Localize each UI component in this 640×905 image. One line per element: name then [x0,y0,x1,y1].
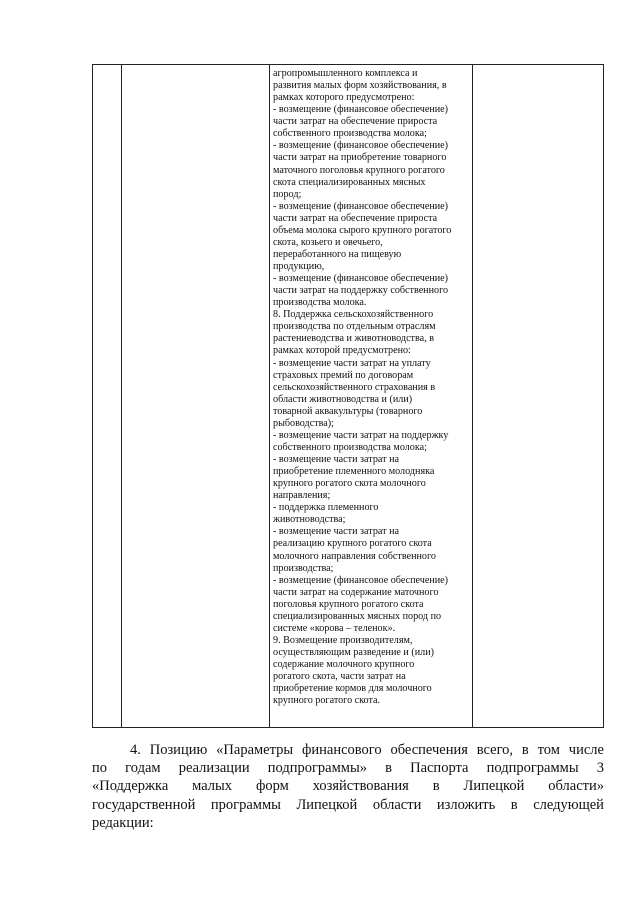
cell-line: рогатого скота, части затрат на [273,671,406,683]
table-cell-measures [273,68,473,707]
cell-line: - возмещение (финансовое обеспечение) [273,200,449,212]
word: в [432,778,440,795]
cell-line: части затрат на поддержку собственного [273,285,449,297]
cell-line: рыбоводства); [273,417,334,429]
cell-line: осуществляющим разведение и (или) [273,647,435,658]
word: области» [548,778,604,795]
word: в [510,796,518,813]
word: числе [568,742,604,758]
word: в [521,742,529,758]
cell-line: специализированных мясных пород по [273,610,442,622]
program-table [92,64,604,728]
cell-line: производства; [273,562,334,574]
cell-line: объема молока сырого крупного рогатого [273,224,452,236]
cell-line: - возмещение части затрат на [273,454,399,465]
word: всего, [476,742,514,758]
word: редакции: [92,814,154,831]
cell-line: рамках которой предусмотрено: [273,345,411,357]
cell-line: крупного рогатого скота молочного [273,478,426,490]
cell-line: агропромышленного комплекса и [273,68,418,79]
cell-line: - возмещение (финансовое обеспечение) [273,104,449,116]
word: подпрограммы» [267,760,367,777]
word: следующей [533,796,604,813]
cell-line: рамках которого предусмотрено: [273,92,415,104]
cell-line: части затрат на обеспечение прироста [273,116,438,128]
cell-line: - возмещение (финансовое обеспечение) [273,574,449,586]
word: государственной [92,796,196,813]
cell-line: собственного производства молока; [273,128,427,140]
cell-line: крупного рогатого скота. [273,695,381,707]
word: «Поддержка [92,778,169,795]
cell-line: скота специализированных мясных [273,176,426,188]
cell-line: сельскохозяйственного страхования в [273,381,436,393]
word: том [537,742,560,758]
word: Липецкой [463,778,525,795]
cell-line: маточного поголовья крупного рогатого [273,164,445,176]
cell-line: продукцию, [273,261,325,272]
cell-line: пород; [273,188,302,200]
cell-line: части затрат на содержание маточного [273,586,439,598]
word: форм [255,778,289,795]
word: Липецкой [296,796,358,813]
word: подпрограммы [486,760,579,777]
cell-line: - возмещение (финансовое обеспечение) [273,273,449,285]
cell-line: приобретение племенного молодняка [273,466,435,478]
body-paragraph [92,741,604,832]
cell-line: - возмещение части затрат на [273,526,399,538]
cell-line: молочного направления собственного [273,550,436,562]
cell-line: содержание молочного крупного [273,659,415,671]
cell-line: системе «корова – теленок». [273,622,396,634]
paragraph-line [92,741,604,759]
word: «Параметры [216,742,294,758]
word: малых [192,778,233,795]
word: по [92,760,108,777]
cell-line: области животноводства и (или) [273,393,413,405]
cell-line: - возмещение части затрат на поддержку [273,429,449,441]
cell-line: - возмещение (финансовое обеспечение) [273,140,449,152]
word: реализации [178,760,250,777]
cell-line: производства по отдельным отраслям [273,321,436,333]
cell-line: растениеводства и животноводства, в [273,333,434,345]
cell-line: части затрат на приобретение товарного [273,152,447,164]
cell-line: направления; [273,490,331,502]
cell-line: 9. Возмещение производителям, [273,634,413,646]
cell-line: 8. Поддержка сельскохозяйственного [273,309,434,321]
paragraph-line [92,759,604,777]
word: Позицию [149,742,208,758]
word: Паспорта [410,760,469,777]
word: 3 [596,760,604,777]
cell-line: - возмещение части затрат на уплату [273,357,431,369]
cell-line: переработанного на пищевую [273,248,402,260]
cell-line: производства молока. [273,297,367,309]
cell-line: - поддержка племенного [273,502,379,514]
word: в [385,760,392,777]
cell-line: поголовья крупного рогатого скота [273,598,424,610]
cell-line: части затрат на обеспечение прироста [273,212,438,224]
paragraph-line [92,796,604,814]
word: изложить [436,796,496,813]
word: финансового [301,742,382,758]
paragraph-line [92,777,604,795]
word: области [372,796,422,813]
column-divider [121,65,122,727]
cell-line: товарной аквакультуры (товарного [273,405,423,417]
cell-line: приобретение кормов для молочного [273,683,432,695]
cell-line: скота, козьего и овечьего, [273,236,383,248]
cell-line: собственного производства молока; [273,441,427,453]
word: 4. [130,742,141,758]
column-divider [269,65,270,727]
paragraph-line [92,814,604,832]
word: обеспечения [390,742,468,758]
cell-line: страховых премий по договорам [273,369,414,381]
cell-line: развития малых форм хозяйствования, в [273,80,447,92]
cell-line: животноводства; [273,514,346,526]
word: хозяйствования [312,778,409,795]
cell-line: реализацию крупного рогатого скота [273,538,432,550]
word: программы [210,796,281,813]
word: годам [125,760,161,777]
